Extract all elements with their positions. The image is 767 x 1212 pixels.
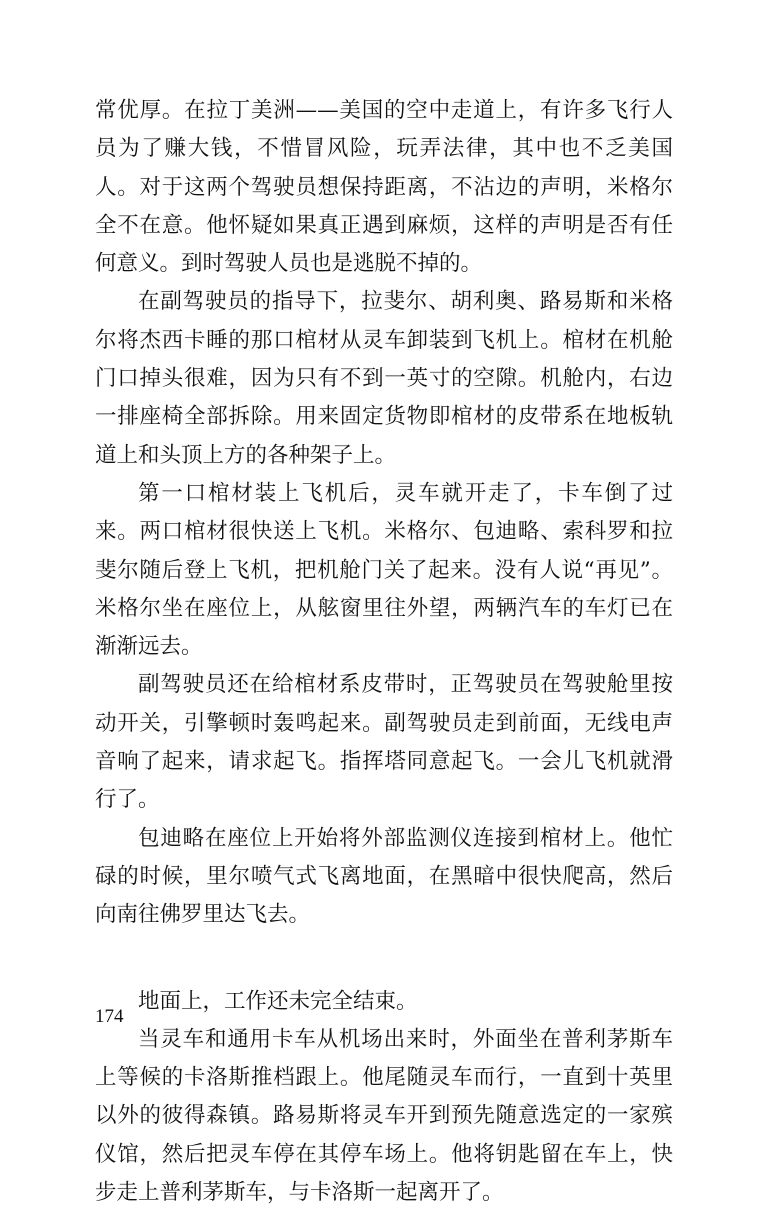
section-break	[95, 935, 673, 983]
body-text	[95, 92, 673, 1212]
paragraph-3: 第一口棺材装上飞机后，灵车就开走了，卡车倒了过来。两口棺材很快送上飞机。米格尔、包迪略、索科罗和拉斐尔随后登上飞机，把机舱门关了起来。没有人说“再见”。米格尔坐在座位上，从舷窗里往外望，两辆汽车的车灯已在渐渐远去。	[95, 480, 673, 660]
paragraph-7: 当灵车和通用卡车从机场出来时，外面坐在普利茅斯车上等候的卡洛斯推档跟上。他尾随灵车而行，一直到十英里以外的彼得森镇。路易斯将灵车开到预先随意选定的一家殡仪馆，然后把灵车停在其停车场上。他将钥匙留在车上，快步走上普利茅斯车，与卡洛斯一起离开了。	[95, 1026, 673, 1206]
page-number: 174	[95, 1006, 124, 1027]
paragraph-4: 副驾驶员还在给棺材系皮带时，正驾驶员在驾驶舱里按动开关，引擎顿时轰鸣起来。副驾驶员走到前面，无线电声音响了起来，请求起飞。指挥塔同意起飞。一会儿飞机就滑行了。	[95, 672, 673, 813]
paragraph-6: 地面上，工作还未完全结束。	[138, 988, 418, 1014]
paragraph-1: 常优厚。在拉丁美洲——美国的空中走道上，有许多飞行人员为了赚大钱，不惜冒风险，玩弄法律，其中也不乏美国人。对于这两个驾驶员想保持距离，不沾边的声明，米格尔全不在意。他怀疑如果真正遇到麻烦，这样的声明是否有任何意义。到时驾驶人员也是逃脱不掉的。	[95, 98, 673, 277]
paragraph-2: 在副驾驶员的指导下，拉斐尔、胡利奥、路易斯和米格尔将杰西卡睡的那口棺材从灵车卸装到飞机上。棺材在机舱门口掉头很难，因为只有不到一英寸的空隙。机舱内，右边一排座椅全部拆除。用来固定货物即棺材的皮带系在地板轨道上和头顶上方的各种架子上。	[95, 289, 673, 468]
paragraph-5: 包迪略在座位上开始将外部监测仪连接到棺材上。他忙碌的时候，里尔喷气式飞离地面，在黑暗中很快爬高，然后向南往佛罗里达飞去。	[95, 825, 673, 928]
